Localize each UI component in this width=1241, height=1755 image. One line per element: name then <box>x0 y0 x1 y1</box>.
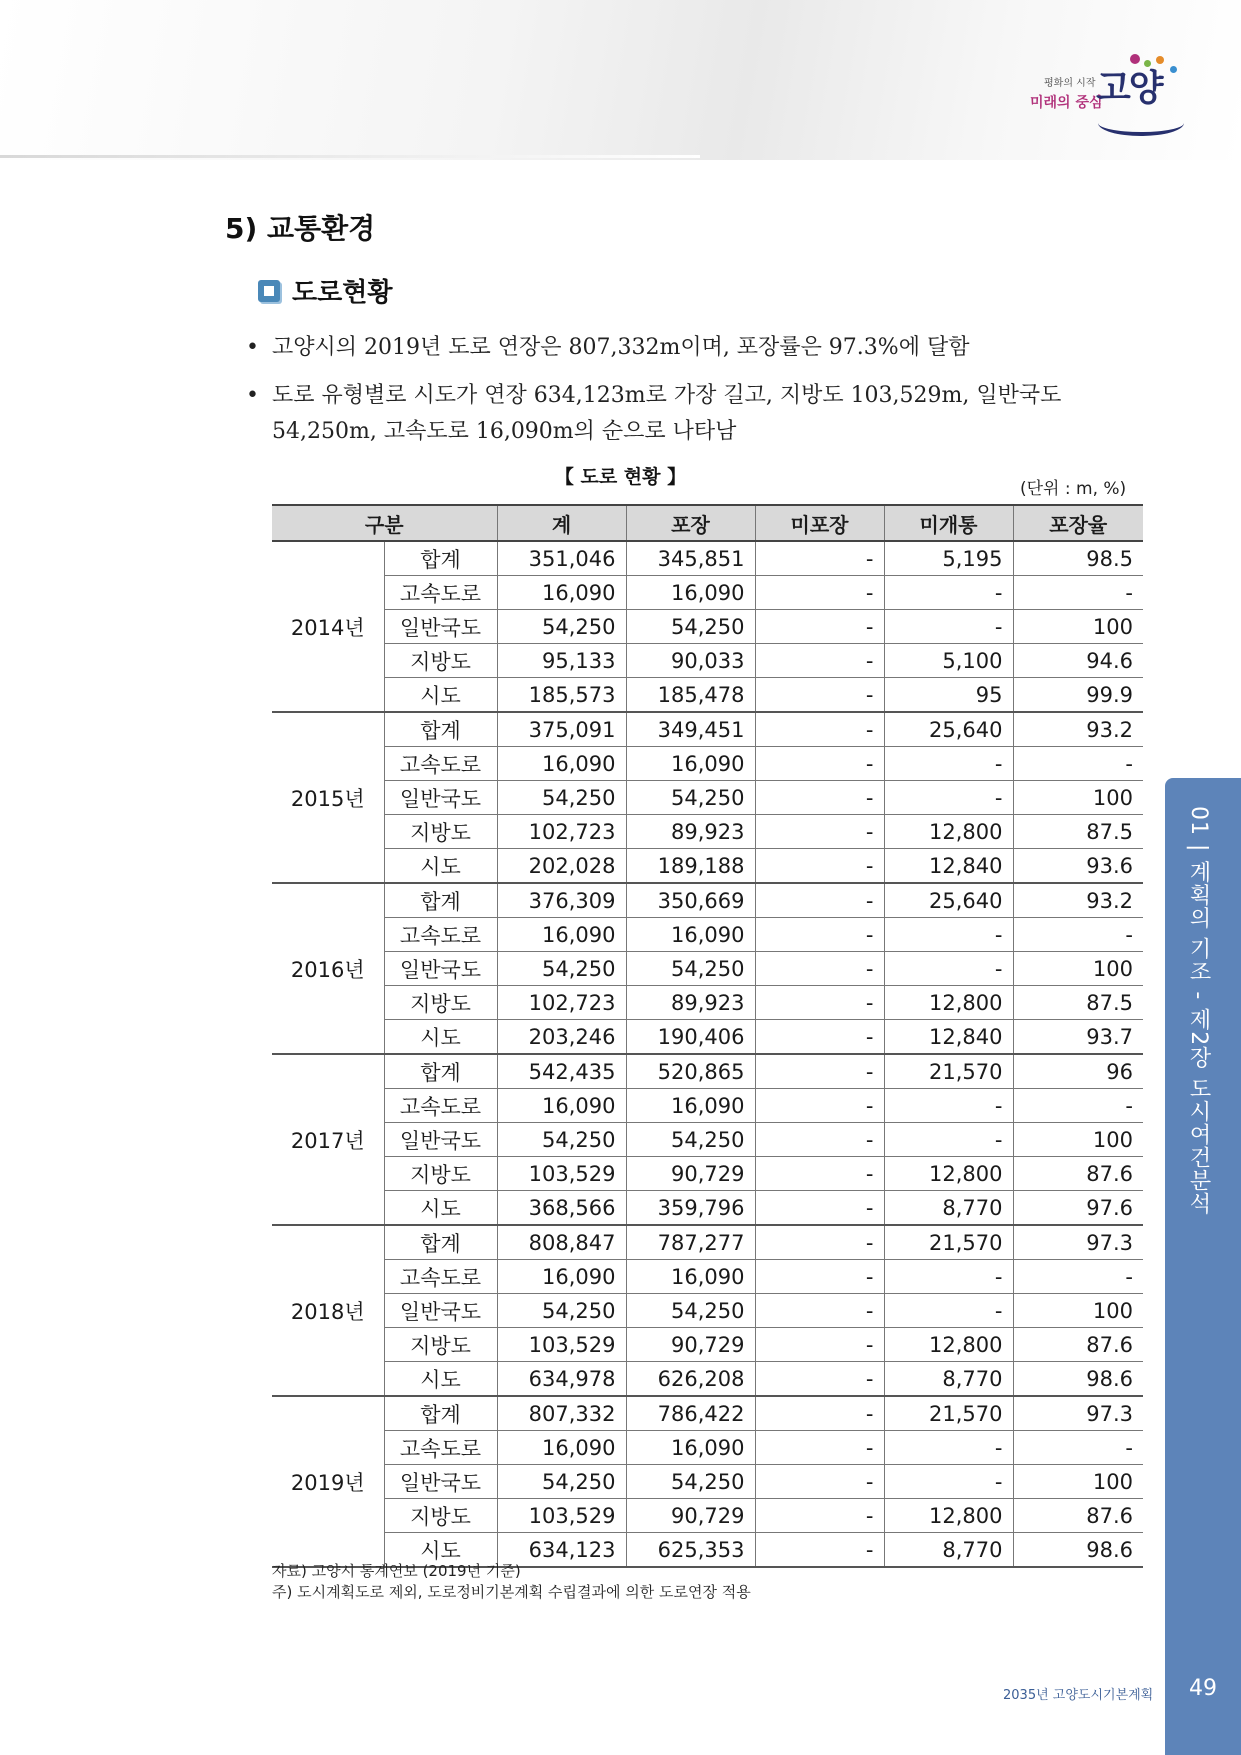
logo-slogan-1: 평화의 시작 <box>1044 78 1096 89</box>
total-cell: 95,133 <box>497 644 626 678</box>
road-type-cell: 지방도 <box>384 1499 497 1533</box>
logo-person-icon <box>1156 56 1164 64</box>
col-header-paving-rate: 포장율 <box>1013 505 1143 541</box>
total-cell: 202,028 <box>497 849 626 884</box>
unopened-cell: 12,800 <box>884 986 1013 1020</box>
paved-cell: 185,478 <box>626 678 755 713</box>
unopened-cell: 5,195 <box>884 541 1013 576</box>
bullet-text: 도로 유형별로 시도가 연장 634,123m로 가장 길고, 지방도 103,529m, 일반국도 54,250m, 고속도로 16,090m의 순으로 나타남 <box>272 383 1062 444</box>
chapter-side-label: 01 | 계획의 기조 - 제2장 도시여건분석 <box>1186 806 1211 1216</box>
table-row <box>272 576 1143 610</box>
unopened-cell: 12,840 <box>884 849 1013 884</box>
road-type-cell: 일반국도 <box>384 610 497 644</box>
table-row <box>272 1294 1143 1328</box>
paved-cell: 90,729 <box>626 1499 755 1533</box>
road-type-cell: 고속도로 <box>384 1089 497 1123</box>
unopened-cell: - <box>884 918 1013 952</box>
rate-cell: 94.6 <box>1013 644 1143 678</box>
table-row <box>272 849 1143 884</box>
total-cell: 807,332 <box>497 1396 626 1431</box>
paved-cell: 786,422 <box>626 1396 755 1431</box>
footer-document-title: 2035년 고양도시기본계획 <box>1003 1688 1154 1703</box>
total-cell: 54,250 <box>497 952 626 986</box>
table-row <box>272 1431 1143 1465</box>
rate-cell: - <box>1013 576 1143 610</box>
paved-cell: 90,729 <box>626 1157 755 1191</box>
total-cell: 103,529 <box>497 1328 626 1362</box>
table-row <box>272 1123 1143 1157</box>
unpaved-cell: - <box>755 1431 884 1465</box>
bullet-item <box>246 378 1152 450</box>
unopened-cell: 8,770 <box>884 1191 1013 1226</box>
logo-bird-icon <box>1170 66 1177 73</box>
unopened-cell: - <box>884 952 1013 986</box>
table-row <box>272 1396 1143 1431</box>
total-cell: 185,573 <box>497 678 626 713</box>
year-cell: 2014년 <box>272 541 384 712</box>
road-type-cell: 지방도 <box>384 1157 497 1191</box>
paved-cell: 16,090 <box>626 918 755 952</box>
road-type-cell: 일반국도 <box>384 1294 497 1328</box>
unpaved-cell: - <box>755 678 884 713</box>
table-row <box>272 747 1143 781</box>
unpaved-cell: - <box>755 1499 884 1533</box>
road-type-cell: 지방도 <box>384 986 497 1020</box>
goyang-logo <box>1030 52 1180 138</box>
unopened-cell: 12,800 <box>884 1157 1013 1191</box>
rate-cell: 87.6 <box>1013 1499 1143 1533</box>
rate-cell: - <box>1013 747 1143 781</box>
unpaved-cell: - <box>755 747 884 781</box>
page-number: 49 <box>1189 1676 1217 1701</box>
total-cell: 375,091 <box>497 712 626 747</box>
total-cell: 16,090 <box>497 1260 626 1294</box>
paved-cell: 349,451 <box>626 712 755 747</box>
rate-cell: 98.6 <box>1013 1533 1143 1568</box>
year-cell: 2018년 <box>272 1225 384 1396</box>
road-type-cell: 시도 <box>384 1020 497 1055</box>
road-type-cell: 고속도로 <box>384 1260 497 1294</box>
unopened-cell: - <box>884 781 1013 815</box>
rate-cell: 99.9 <box>1013 678 1143 713</box>
paved-cell: 54,250 <box>626 1294 755 1328</box>
road-type-cell: 시도 <box>384 1362 497 1397</box>
unpaved-cell: - <box>755 644 884 678</box>
rate-cell: - <box>1013 1260 1143 1294</box>
road-type-cell: 시도 <box>384 1533 497 1568</box>
total-cell: 16,090 <box>497 1089 626 1123</box>
table-row <box>272 1157 1143 1191</box>
table-row <box>272 1020 1143 1055</box>
rate-cell: - <box>1013 1431 1143 1465</box>
unopened-cell: 21,570 <box>884 1054 1013 1089</box>
rate-cell: 100 <box>1013 610 1143 644</box>
road-type-cell: 시도 <box>384 849 497 884</box>
table-row <box>272 1328 1143 1362</box>
road-type-cell: 시도 <box>384 1191 497 1226</box>
unopened-cell: 8,770 <box>884 1362 1013 1397</box>
subsection-title <box>258 272 392 309</box>
paved-cell: 89,923 <box>626 815 755 849</box>
unpaved-cell: - <box>755 1533 884 1568</box>
table-caption: 【 도로 현황 】 <box>554 466 687 488</box>
table-row <box>272 1225 1143 1260</box>
bullet-item <box>246 330 1152 366</box>
unpaved-cell: - <box>755 576 884 610</box>
road-type-cell: 고속도로 <box>384 747 497 781</box>
total-cell: 368,566 <box>497 1191 626 1226</box>
logo-arc-icon <box>1098 110 1184 136</box>
road-type-cell: 지방도 <box>384 1328 497 1362</box>
paved-cell: 359,796 <box>626 1191 755 1226</box>
road-type-cell: 일반국도 <box>384 1123 497 1157</box>
total-cell: 16,090 <box>497 1431 626 1465</box>
col-header-unopened: 미개통 <box>884 505 1013 541</box>
rate-cell: 98.5 <box>1013 541 1143 576</box>
footnote: 주) 도시계획도로 제외, 도로정비기본계획 수립결과에 의한 도로연장 적용 <box>272 1583 751 1601</box>
unpaved-cell: - <box>755 1396 884 1431</box>
unpaved-cell: - <box>755 918 884 952</box>
unopened-cell: - <box>884 1465 1013 1499</box>
unpaved-cell: - <box>755 952 884 986</box>
total-cell: 102,723 <box>497 815 626 849</box>
table-row <box>272 815 1143 849</box>
unpaved-cell: - <box>755 1328 884 1362</box>
paved-cell: 54,250 <box>626 1465 755 1499</box>
paved-cell: 190,406 <box>626 1020 755 1055</box>
table-row <box>272 1054 1143 1089</box>
section-title: 5) 교통환경 <box>225 212 376 245</box>
unpaved-cell: - <box>755 1191 884 1226</box>
road-type-cell: 일반국도 <box>384 952 497 986</box>
unopened-cell: 25,640 <box>884 883 1013 918</box>
logo-flower-icon <box>1130 54 1140 64</box>
bullet-icon: • <box>246 383 259 408</box>
rate-cell: 93.2 <box>1013 712 1143 747</box>
road-type-cell: 합계 <box>384 1054 497 1089</box>
unopened-cell: - <box>884 1089 1013 1123</box>
rate-cell: 100 <box>1013 1294 1143 1328</box>
total-cell: 54,250 <box>497 610 626 644</box>
paved-cell: 89,923 <box>626 986 755 1020</box>
road-type-cell: 일반국도 <box>384 781 497 815</box>
unpaved-cell: - <box>755 883 884 918</box>
total-cell: 542,435 <box>497 1054 626 1089</box>
paved-cell: 625,353 <box>626 1533 755 1568</box>
paved-cell: 16,090 <box>626 576 755 610</box>
total-cell: 634,123 <box>497 1533 626 1568</box>
road-status-table <box>272 504 1143 1568</box>
road-type-cell: 합계 <box>384 1225 497 1260</box>
table-row <box>272 1362 1143 1397</box>
unpaved-cell: - <box>755 1225 884 1260</box>
paved-cell: 54,250 <box>626 610 755 644</box>
unopened-cell: 8,770 <box>884 1533 1013 1568</box>
road-type-cell: 지방도 <box>384 644 497 678</box>
unpaved-cell: - <box>755 610 884 644</box>
rate-cell: 87.6 <box>1013 1328 1143 1362</box>
unopened-cell: 12,800 <box>884 1328 1013 1362</box>
rate-cell: 98.6 <box>1013 1362 1143 1397</box>
unopened-cell: 21,570 <box>884 1396 1013 1431</box>
unopened-cell: - <box>884 747 1013 781</box>
table-unit: (단위 : m, %) <box>1020 479 1127 499</box>
rate-cell: 93.2 <box>1013 883 1143 918</box>
unpaved-cell: - <box>755 781 884 815</box>
paved-cell: 54,250 <box>626 781 755 815</box>
paved-cell: 350,669 <box>626 883 755 918</box>
unopened-cell: 12,800 <box>884 1499 1013 1533</box>
table-row <box>272 918 1143 952</box>
unpaved-cell: - <box>755 1157 884 1191</box>
paved-cell: 520,865 <box>626 1054 755 1089</box>
rate-cell: - <box>1013 918 1143 952</box>
unopened-cell: - <box>884 1294 1013 1328</box>
col-header-category: 구분 <box>272 505 497 541</box>
table-row <box>272 541 1143 576</box>
col-header-paved: 포장 <box>626 505 755 541</box>
unpaved-cell: - <box>755 986 884 1020</box>
unopened-cell: - <box>884 1431 1013 1465</box>
paved-cell: 787,277 <box>626 1225 755 1260</box>
unpaved-cell: - <box>755 1465 884 1499</box>
total-cell: 376,309 <box>497 883 626 918</box>
paved-cell: 90,729 <box>626 1328 755 1362</box>
total-cell: 103,529 <box>497 1157 626 1191</box>
unopened-cell: 5,100 <box>884 644 1013 678</box>
unpaved-cell: - <box>755 1089 884 1123</box>
road-type-cell: 고속도로 <box>384 576 497 610</box>
unopened-cell: 21,570 <box>884 1225 1013 1260</box>
year-cell: 2015년 <box>272 712 384 883</box>
rate-cell: 96 <box>1013 1054 1143 1089</box>
total-cell: 54,250 <box>497 1294 626 1328</box>
unpaved-cell: - <box>755 849 884 884</box>
unpaved-cell: - <box>755 1123 884 1157</box>
unopened-cell: 95 <box>884 678 1013 713</box>
road-type-cell: 합계 <box>384 883 497 918</box>
table-row <box>272 781 1143 815</box>
rate-cell: - <box>1013 1089 1143 1123</box>
road-type-cell: 일반국도 <box>384 1465 497 1499</box>
unpaved-cell: - <box>755 541 884 576</box>
rate-cell: 100 <box>1013 781 1143 815</box>
table-header-row <box>272 505 1143 541</box>
unpaved-cell: - <box>755 712 884 747</box>
total-cell: 203,246 <box>497 1020 626 1055</box>
unopened-cell: 25,640 <box>884 712 1013 747</box>
road-type-cell: 합계 <box>384 712 497 747</box>
total-cell: 634,978 <box>497 1362 626 1397</box>
total-cell: 351,046 <box>497 541 626 576</box>
unopened-cell: 12,800 <box>884 815 1013 849</box>
table-row <box>272 678 1143 713</box>
table-row <box>272 1089 1143 1123</box>
road-type-cell: 고속도로 <box>384 918 497 952</box>
paved-cell: 16,090 <box>626 1260 755 1294</box>
table-body <box>272 541 1143 1567</box>
table-row <box>272 883 1143 918</box>
road-type-cell: 합계 <box>384 541 497 576</box>
rate-cell: 100 <box>1013 1465 1143 1499</box>
unpaved-cell: - <box>755 1020 884 1055</box>
unpaved-cell: - <box>755 1054 884 1089</box>
subsection-title-text: 도로현황 <box>292 278 393 308</box>
table-row <box>272 1191 1143 1226</box>
unopened-cell: - <box>884 1260 1013 1294</box>
rate-cell: 97.3 <box>1013 1225 1143 1260</box>
logo-mark: 고양 <box>1096 68 1162 109</box>
paved-cell: 345,851 <box>626 541 755 576</box>
table-row <box>272 610 1143 644</box>
col-header-unpaved: 미포장 <box>755 505 884 541</box>
header-divider <box>0 155 700 158</box>
source-note: 자료) 고양시 통계연보 (2019년 기준) <box>272 1562 521 1580</box>
bullet-text: 고양시의 2019년 도로 연장은 807,332m이며, 포장률은 97.3%에 달함 <box>272 335 970 360</box>
unopened-cell: - <box>884 576 1013 610</box>
unpaved-cell: - <box>755 1362 884 1397</box>
rate-cell: 97.6 <box>1013 1191 1143 1226</box>
table-row <box>272 1499 1143 1533</box>
total-cell: 103,529 <box>497 1499 626 1533</box>
total-cell: 16,090 <box>497 747 626 781</box>
road-type-cell: 지방도 <box>384 815 497 849</box>
year-cell: 2016년 <box>272 883 384 1054</box>
rate-cell: 100 <box>1013 952 1143 986</box>
total-cell: 16,090 <box>497 918 626 952</box>
year-cell: 2017년 <box>272 1054 384 1225</box>
unpaved-cell: - <box>755 815 884 849</box>
square-bullet-icon <box>258 280 280 302</box>
total-cell: 16,090 <box>497 576 626 610</box>
unpaved-cell: - <box>755 1294 884 1328</box>
logo-leaf-icon <box>1144 60 1151 67</box>
table-row <box>272 1465 1143 1499</box>
paved-cell: 626,208 <box>626 1362 755 1397</box>
unpaved-cell: - <box>755 1260 884 1294</box>
rate-cell: 93.7 <box>1013 1020 1143 1055</box>
rate-cell: 87.5 <box>1013 815 1143 849</box>
unopened-cell: - <box>884 610 1013 644</box>
total-cell: 54,250 <box>497 1465 626 1499</box>
rate-cell: 87.5 <box>1013 986 1143 1020</box>
unopened-cell: 12,840 <box>884 1020 1013 1055</box>
paved-cell: 16,090 <box>626 1089 755 1123</box>
road-type-cell: 합계 <box>384 1396 497 1431</box>
table-row <box>272 1260 1143 1294</box>
unopened-cell: - <box>884 1123 1013 1157</box>
bullet-icon: • <box>246 335 259 360</box>
table-row <box>272 952 1143 986</box>
paved-cell: 90,033 <box>626 644 755 678</box>
table-notes <box>272 1561 751 1603</box>
paved-cell: 16,090 <box>626 747 755 781</box>
rate-cell: 87.6 <box>1013 1157 1143 1191</box>
total-cell: 808,847 <box>497 1225 626 1260</box>
total-cell: 54,250 <box>497 781 626 815</box>
rate-cell: 97.3 <box>1013 1396 1143 1431</box>
year-cell: 2019년 <box>272 1396 384 1567</box>
total-cell: 102,723 <box>497 986 626 1020</box>
road-type-cell: 고속도로 <box>384 1431 497 1465</box>
table-row <box>272 644 1143 678</box>
logo-slogan-2: 미래의 중심 <box>1030 95 1103 111</box>
table-row <box>272 986 1143 1020</box>
table-row <box>272 712 1143 747</box>
col-header-total: 계 <box>497 505 626 541</box>
rate-cell: 100 <box>1013 1123 1143 1157</box>
paved-cell: 54,250 <box>626 1123 755 1157</box>
paved-cell: 54,250 <box>626 952 755 986</box>
paved-cell: 189,188 <box>626 849 755 884</box>
rate-cell: 93.6 <box>1013 849 1143 884</box>
road-type-cell: 시도 <box>384 678 497 713</box>
total-cell: 54,250 <box>497 1123 626 1157</box>
paved-cell: 16,090 <box>626 1431 755 1465</box>
